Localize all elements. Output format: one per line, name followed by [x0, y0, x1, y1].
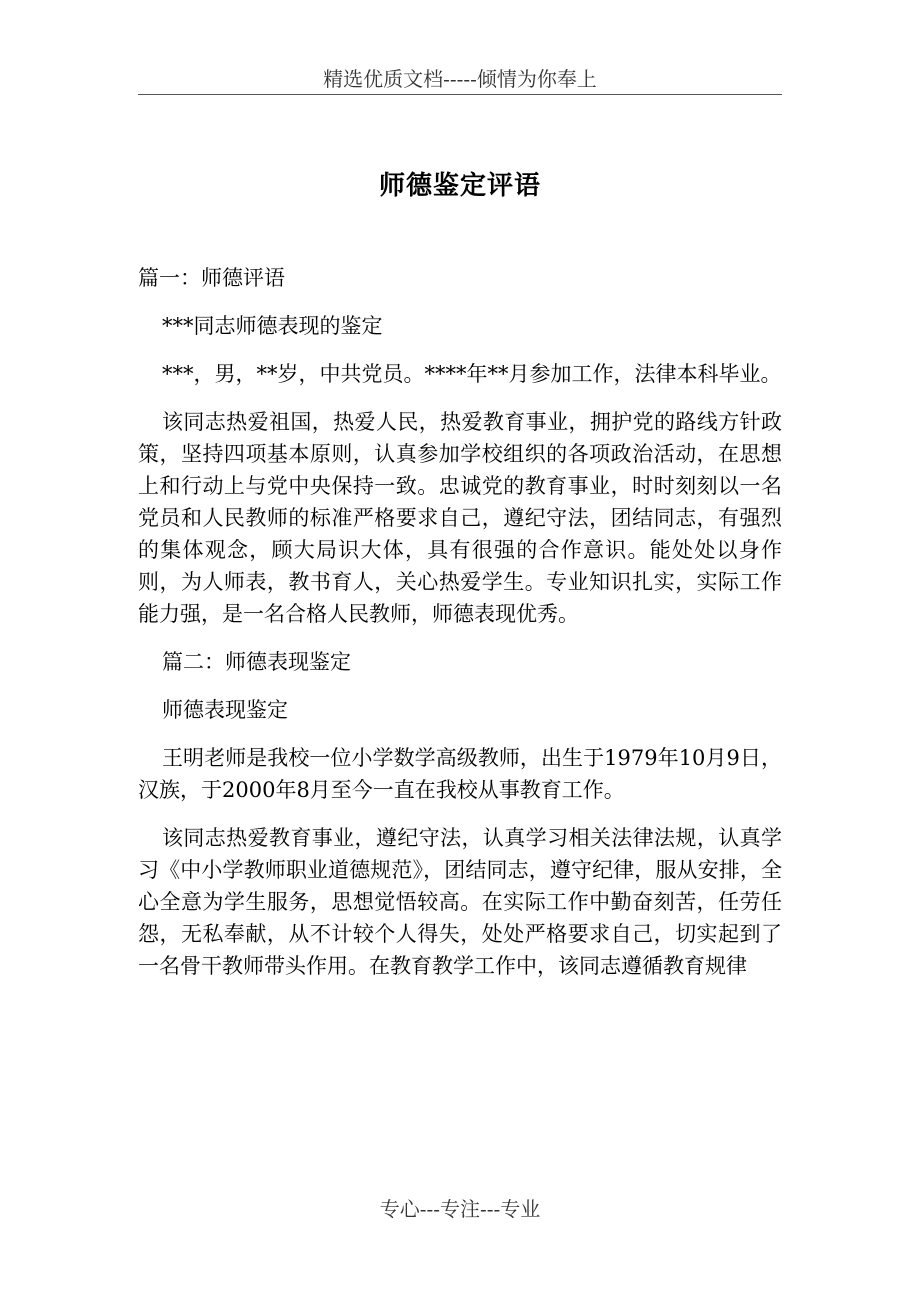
page-footer: 专心---专注---专业 — [379, 1197, 541, 1221]
subheading-2: 师德表现鉴定 — [162, 698, 288, 722]
subheading-1: ***同志师德表现的鉴定 — [162, 314, 383, 338]
section-heading-2: 篇二：师德表现鉴定 — [162, 650, 351, 674]
document-body — [138, 262, 782, 998]
header-divider — [138, 94, 782, 95]
paragraph-profile-1: ***，男，**岁，中共党员。****年**月参加工作，法律本科毕业。 — [162, 362, 782, 386]
paragraph-profile-2: 王明老师是我校一位小学数学高级教师，出生于1979年10月9日，汉族，于2000年8月至今一直在我校从事教育工作。 — [138, 746, 782, 802]
paragraph-evaluation-2: 该同志热爱教育事业，遵纪守法，认真学习相关法律法规，认真学习《中小学教师职业道德规范》，团结同志，遵守纪律，服从安排，全心全意为学生服务，思想觉悟较高。在实际工作中勤奋刻苦，任劳任怨，无私奉献，从不计较个人得失，处处严格要求自己，切实起到了一名骨干教师带头作用。在教育教学工作中，该同志遵循教育规律 — [138, 826, 782, 978]
paragraph-evaluation-1: 该同志热爱祖国，热爱人民，热爱教育事业，拥护党的路线方针政策，坚持四项基本原则，认真参加学校组织的各项政治活动，在思想上和行动上与党中央保持一致。忠诚党的教育事业，时时刻刻以一名党员和人民教师的标准严格要求自己，遵纪守法，团结同志，有强烈的集体观念，顾大局识大体，具有很强的合作意识。能处处以身作则，为人师表，教书育人，关心热爱学生。专业知识扎实，实际工作能力强，是一名合格人民教师，师德表现优秀。 — [138, 410, 782, 626]
section-heading-1: 篇一：师德评语 — [138, 266, 285, 290]
document-title: 师德鉴定评语 — [378, 171, 541, 201]
page-header: 精选优质文档-----倾情为你奉上 — [323, 67, 597, 91]
